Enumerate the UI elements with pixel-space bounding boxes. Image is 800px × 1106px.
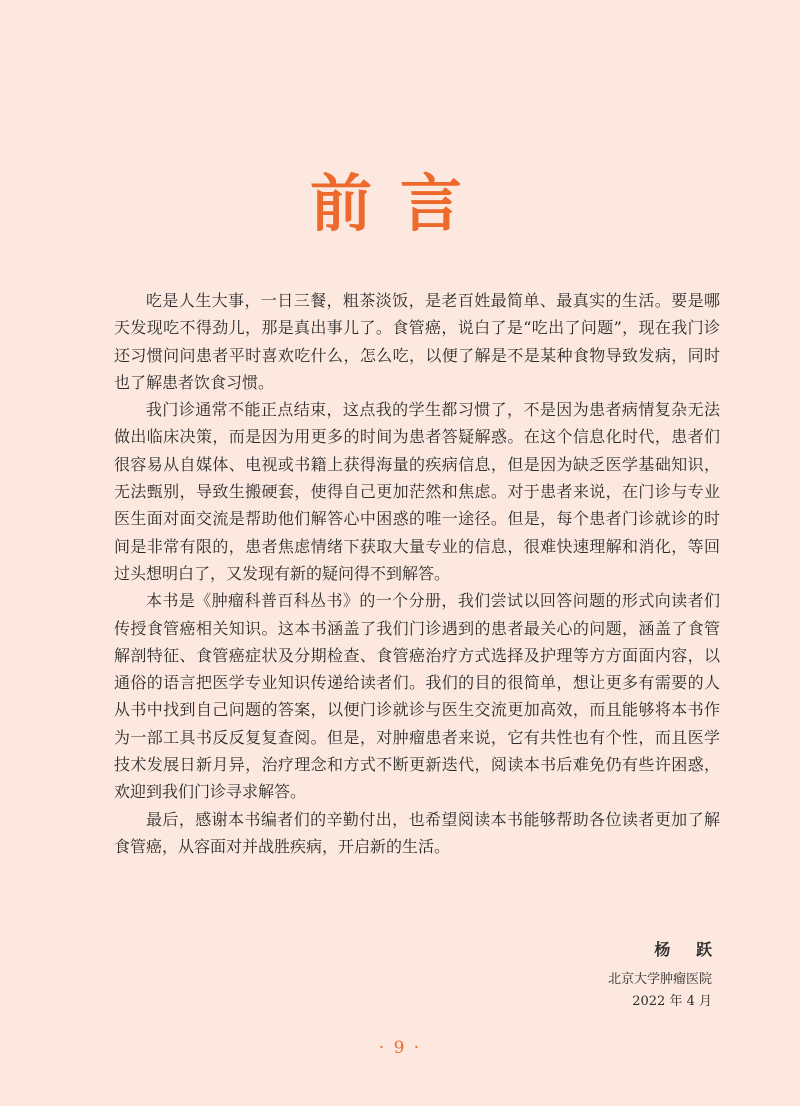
page-number: · 9 · (378, 1038, 422, 1058)
paragraph: 吃是人生大事，一日三餐，粗茶淡饭，是老百姓最简单、最真实的生活。要是哪天发现吃不得劲儿，那是真出事儿了。食管癌，说白了是“吃出了问题”，现在我门诊还习惯问问患者平时喜欢吃什么，怎么吃，以便了解是不是某种食物导致发病，同时也了解患者饮食习惯。 (114, 291, 720, 392)
signature-block (607, 937, 722, 1013)
author-name: 杨 跃 (654, 940, 722, 959)
paragraph: 我门诊通常不能正点结束，这点我的学生都习惯了，不是因为患者病情复杂无法做出临床决策，而是因为用更多的时间为患者答疑解惑。在这个信息化时代，患者们很容易从自媒体、电视或书籍上获得海量的疾病信息，但是因为缺乏医学基础知识，无法甄别，导致生搬硬套，使得自己更加茫然和焦虑。对于患者来说，在门诊与专业医生面对面交流是帮助他们解答心中困惑的唯一途径。但是，每个患者门诊就诊的时间是非常有限的，患者焦虑情绪下获取大量专业的信息，很难快速理解和消化，等回过头想明白了，又发现有新的疑问得不到解答。 (114, 400, 720, 583)
paragraph: 最后，感谢本书编者们的辛勤付出，也希望阅读本书能够帮助各位读者更加了解食管癌，从容面对并战胜疾病，开启新的生活。 (114, 809, 720, 856)
page-title: 前言 (309, 166, 490, 240)
author-organization: 北京大学肿瘤医院 (607, 972, 712, 987)
paragraph: 本书是《肿瘤科普百科丛书》的一个分册，我们尝试以回答问题的形式向读者们传授食管癌相关知识。这本书涵盖了我们门诊遇到的患者最关心的问题，涵盖了食管解剖特征、食管癌症状及分期检查、食管癌治疗方式选择及护理等方方面面内容，以通俗的语言把医学专业知识传递给读者们。我们的目的很简单，想让更多有需要的人从书中找到自己问题的答案，以便门诊就诊与医生交流更加高效，而且能够将本书作为一部工具书反反复复查阅。但是，对肿瘤患者来说，它有共性也有个性，而且医学技术发展日新月异，治疗理念和方式不断更新迭代，阅读本书后难免仍有些许困惑，欢迎到我们门诊寻求解答。 (114, 591, 720, 802)
signature-date: 2022 年 4 月 (632, 994, 712, 1009)
preface-body (114, 287, 720, 860)
